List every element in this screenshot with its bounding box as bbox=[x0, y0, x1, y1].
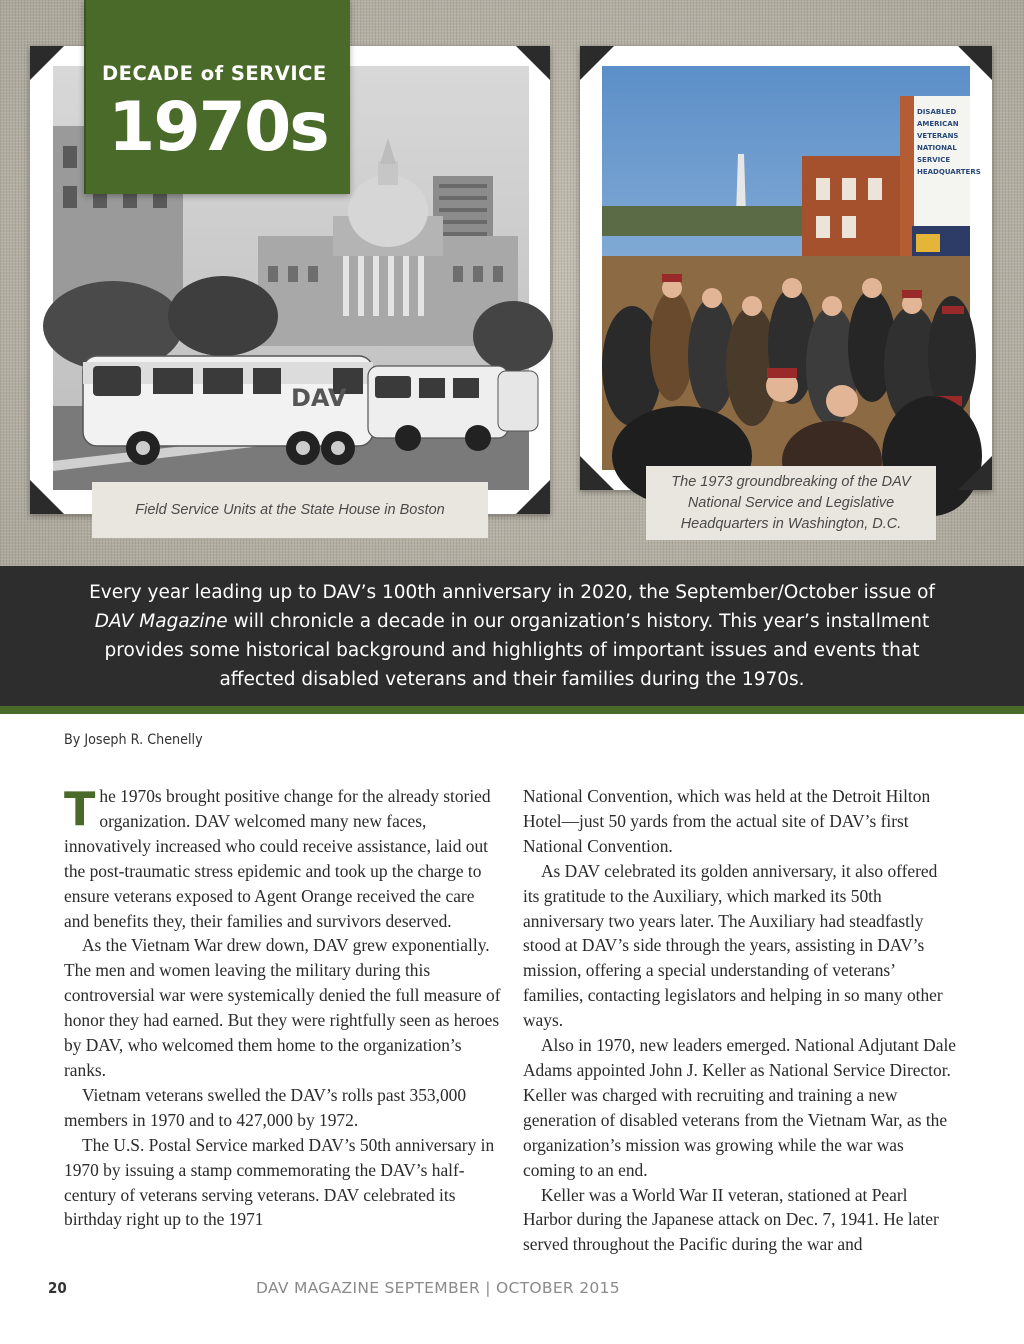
intro-text bbox=[82, 578, 942, 694]
green-divider bbox=[0, 706, 1024, 714]
sign-line: AMERICAN bbox=[917, 120, 959, 128]
article-paragraph: The U.S. Postal Service marked DAV’s 50th anniversary in 1970 by issuing a stamp commemorating the DAV’s half-century of veterans serving veterans. DAV celebrated its birthday right up to the 1971 bbox=[64, 1134, 495, 1230]
article-paragraph: Also in 1970, new leaders emerged. National Adjutant Dale Adams appointed John J. Keller as National Service Director. Keller was charged with recruiting and training a new generation of disabled veterans from the Vietnam War, as the organization’s mission was growing while the war was coming to an end. bbox=[523, 1035, 957, 1180]
article-paragraph: Vietnam veterans swelled the DAV’s rolls past 353,000 members in 1970 and to 427,000 by 1972. bbox=[64, 1084, 467, 1130]
intro-banner bbox=[0, 566, 1024, 706]
byline: By Joseph R. Chenelly bbox=[64, 732, 203, 748]
sign-line: DISABLED bbox=[917, 108, 957, 116]
section-kicker: DECADE of SERVICE bbox=[102, 62, 327, 85]
groundbreaking-image bbox=[602, 66, 981, 470]
sign-line: HEADQUARTERS bbox=[917, 168, 981, 176]
sign-line: NATIONAL bbox=[917, 144, 957, 152]
caption-right: The 1973 groundbreaking of the DAV National Service and Legislative Headquarters in Washington, D.C. bbox=[646, 466, 936, 540]
bus-logo: DAV bbox=[291, 384, 347, 412]
article-paragraph bbox=[64, 784, 502, 933]
intro-text-part: will chronicle a decade in our organization’s history. This year’s installment provides some historical background and highlights of important issues and events that affected disabled veterans and their families during the 1970s. bbox=[104, 611, 930, 690]
title-badge bbox=[84, 0, 350, 194]
sign-line: VETERANS bbox=[917, 132, 959, 140]
decade-title: 1970s bbox=[108, 88, 328, 167]
article-paragraph: As the Vietnam War drew down, DAV grew exponentially. The men and women leaving the military during this controversial war were systemically denied the full measure of honor they had earned. But they were rightfully seen as heroes by DAV, who welcomed them home to the organization’s ranks. bbox=[64, 935, 501, 1080]
sign-line: SERVICE bbox=[917, 156, 951, 164]
drop-cap: T bbox=[64, 782, 96, 836]
caption-left: Field Service Units at the State House in Boston bbox=[92, 482, 488, 538]
article-paragraph: National Convention, which was held at the Detroit Hilton Hotel—just 50 yards from the actual site of DAV’s first National Convention. bbox=[523, 786, 931, 856]
paragraph-text: he 1970s brought positive change for the already storied organization. DAV welcomed many new faces, innovatively increased who could receive assistance, laid out the post-traumatic stress epidemic and took up the charge to ensure veterans exposed to Agent Orange received the care and benefits they, their families and survivors deserved. bbox=[64, 786, 491, 931]
footer-title: DAV MAGAZINE SEPTEMBER | OCTOBER 2015 bbox=[256, 1279, 620, 1297]
article-paragraph: Keller was a World War II veteran, stationed at Pearl Harbor during the Japanese attack on Dec. 7, 1941. He later served throughout the Pacific during the war and bbox=[523, 1184, 939, 1255]
page-number: 20 bbox=[48, 1279, 67, 1297]
photo-groundbreaking bbox=[602, 66, 981, 470]
photo-frame-right bbox=[580, 46, 992, 490]
article-paragraph: As DAV celebrated its golden anniversary, it also offered its gratitude to the Auxiliary, which marked its 50th anniversary two years later. The Auxiliary had steadfastly stood at DAV’s side through the years, assisting in DAV’s mission, offering a special understanding of veterans’ families, contacting legislators and helping in so many other ways. bbox=[523, 860, 943, 1031]
intro-magazine-name: DAV Magazine bbox=[94, 611, 228, 632]
intro-text-part: Every year leading up to DAV’s 100th anniversary in 2020, the September/October issue of bbox=[89, 582, 935, 603]
hero-section bbox=[0, 0, 1024, 566]
article-column-left bbox=[64, 784, 502, 1232]
article-column-right bbox=[523, 784, 957, 1257]
